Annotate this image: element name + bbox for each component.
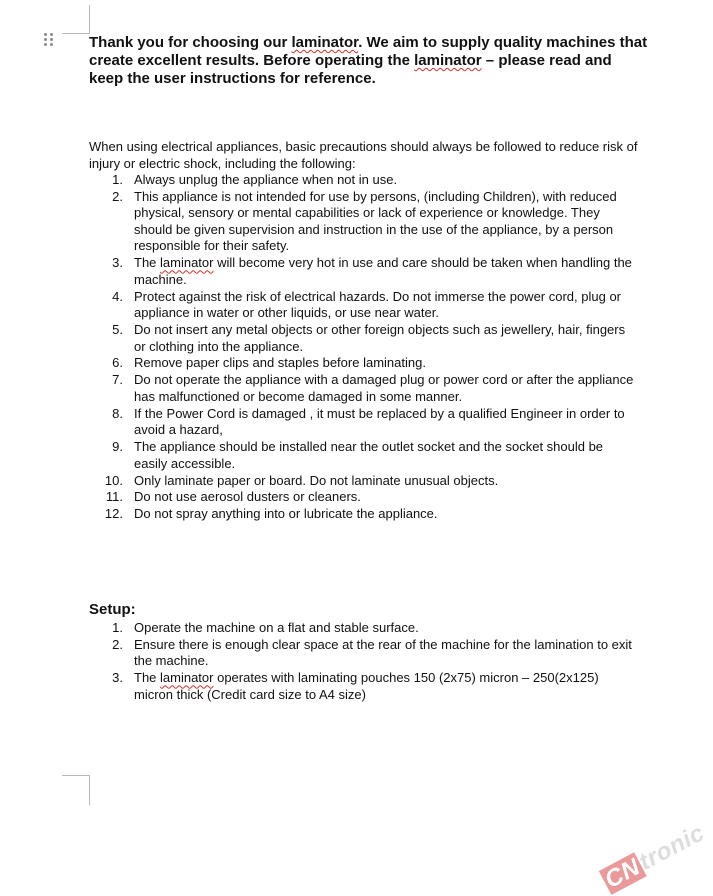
safety-list-item-number: 7. — [112, 372, 123, 388]
precautions-intro: When using electrical appliances, basic precautions should always be followed to reduce risk of injury or electric shock, including the following: — [89, 139, 638, 171]
safety-list-item — [89, 255, 634, 288]
intro-part-1: Thank you for choosing our — [89, 34, 292, 51]
intro-laminator-word-1: laminator — [291, 34, 359, 51]
safety-list-item-number: 12. — [104, 506, 123, 522]
watermark-logo-cn: CN — [600, 853, 645, 894]
setup-list-item — [89, 620, 634, 637]
setup-list-item-number: 2. — [112, 636, 123, 652]
safety-list-item-number: 2. — [112, 188, 123, 204]
watermark-logo-text: tronic — [634, 819, 709, 876]
setup-list-item-text: Operate the machine on a flat and stable surface. — [134, 620, 419, 635]
crop-mark-top-horizontal — [62, 33, 90, 34]
setup-list — [89, 620, 634, 704]
safety-list-item-text: Remove paper clips and staples before laminating. — [134, 355, 426, 371]
safety-list-item-number: 1. — [112, 172, 123, 187]
setup-list-item-laminator-word: laminator — [160, 670, 214, 686]
setup-list-item-number: 1. — [112, 620, 123, 635]
safety-list-item — [89, 372, 634, 405]
setup-list-item — [89, 637, 634, 670]
safety-list-item — [89, 322, 634, 355]
safety-list-item — [89, 473, 634, 490]
intro-laminator-word-2: laminator — [414, 52, 482, 69]
safety-list-item-number: 4. — [112, 288, 123, 304]
safety-list-item-number: 3. — [112, 255, 123, 271]
intro-part-3: – please read and keep the user instructions for reference. — [89, 52, 612, 87]
safety-list-item-text: Do not operate the appliance with a damaged plug or power cord or after the appliance has malfunctioned or become damaged in some manner. — [134, 372, 634, 404]
setup-list-item-text: operates with laminating pouches 150 (2x75) micron – 250(2x125) micron thick (Credit card size to A4 size) — [134, 670, 599, 702]
safety-list-item-text: If the Power Cord is damaged , it must be replaced by a qualified Engineer in order to avoid a hazard, — [134, 405, 625, 438]
setup-heading: Setup: — [89, 601, 136, 618]
drag-handle-icon[interactable] — [44, 33, 54, 47]
cntronic-watermark-logo — [598, 819, 709, 896]
crop-mark-top-vertical — [89, 5, 90, 33]
safety-list-item-text: will become very hot in use and care should be taken when handling the machine. — [134, 255, 632, 287]
setup-list-item — [89, 670, 634, 703]
safety-list-item-text: This appliance is not intended for use by persons, (including Children), with reduced physical, sensory or mental capabilities or lack of experience or knowledge. They should be given supervision and instruction in the use of the appliance, by a person responsible for their safety. — [134, 188, 617, 254]
safety-list-item-number: 10. — [104, 472, 123, 488]
safety-list-item-number: 8. — [112, 405, 123, 421]
safety-list-item-text: Do not spray anything into or lubricate the appliance. — [134, 506, 438, 522]
setup-list-item-text-prefix: The — [134, 670, 161, 686]
safety-list-item-number: 11. — [105, 489, 123, 505]
safety-list-item — [89, 355, 634, 372]
safety-list-item-text: Protect against the risk of electrical hazards. Do not immerse the power cord, plug or appliance in water or other liquids, or use near water. — [134, 288, 621, 321]
safety-list — [89, 172, 634, 523]
safety-list-item-laminator-word: laminator — [160, 255, 214, 271]
safety-list-item-text: Do not insert any metal objects or other foreign objects such as jewellery, hair, fingers or clothing into the appliance. — [134, 322, 626, 354]
safety-list-item — [89, 489, 634, 506]
safety-list-item — [89, 289, 634, 322]
safety-list-item — [89, 406, 634, 439]
safety-list-item-number: 9. — [112, 439, 123, 455]
crop-mark-bottom-vertical — [89, 775, 90, 805]
safety-list-item — [89, 189, 634, 255]
crop-mark-bottom-horizontal — [62, 775, 90, 776]
setup-list-item-text: Ensure there is enough clear space at the rear of the machine for the lamination to exit the machine. — [134, 636, 632, 669]
safety-list-item — [89, 172, 634, 189]
safety-list-item-text: The appliance should be installed near the outlet socket and the socket should be easily accessible. — [134, 439, 604, 471]
safety-list-item-number: 6. — [112, 355, 123, 371]
safety-list-item-text: Only laminate paper or board. Do not laminate unusual objects. — [134, 472, 499, 488]
safety-list-item-number: 5. — [112, 322, 123, 338]
safety-list-item-text-prefix: The — [134, 255, 161, 271]
intro-heading — [89, 34, 649, 88]
safety-list-item — [89, 439, 634, 472]
safety-list-item — [89, 506, 634, 523]
setup-list-item-number: 3. — [112, 670, 123, 686]
safety-list-item-text: Do not use aerosol dusters or cleaners. — [134, 489, 361, 505]
safety-list-item-text: Always unplug the appliance when not in use. — [134, 172, 398, 187]
intro-part-2: . We aim to supply quality machines that create excellent results. Before operating the — [89, 34, 648, 69]
